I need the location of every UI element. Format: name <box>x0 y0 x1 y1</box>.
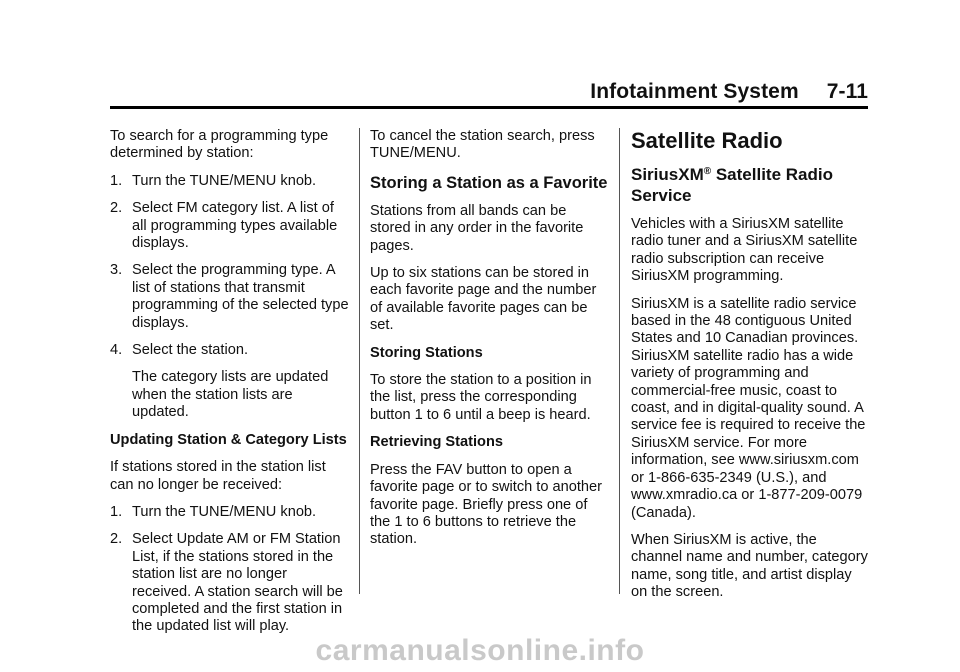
step-number: 1. <box>110 172 123 189</box>
siriusxm-paragraph-1: Vehicles with a SiriusXM satellite radio tuner and a SiriusXM satellite radio subscription can receive SiriusXM programming. <box>631 216 858 285</box>
step-text: Select the programming type. A list of stations that transmit programming of the selected type displays. <box>132 262 349 331</box>
step-text: Turn the TUNE/MENU knob. <box>132 503 317 520</box>
favorite-paragraph-1: Stations from all bands can be stored in any order in the favorite pages. <box>370 202 584 254</box>
favorite-paragraph-2: Up to six stations can be stored in each favorite page and the number of available favorite pages can be set. <box>370 265 597 334</box>
header-rule <box>110 106 868 109</box>
column-2 <box>370 128 610 559</box>
registered-mark: ® <box>703 166 712 177</box>
favorite-heading: Storing a Station as a Favorite <box>370 173 608 192</box>
retrieving-heading: Retrieving Stations <box>370 434 503 451</box>
column-1 <box>110 128 350 646</box>
cancel-text: To cancel the station search, press TUNE/MENU. <box>370 128 595 162</box>
step-number: 4. <box>110 342 123 359</box>
column-3 <box>631 128 871 612</box>
storing-text: To store the station to a position in the list, press the corresponding button 1 to 6 until a beep is heard. <box>370 372 592 423</box>
watermark: carmanualsonline.info <box>315 634 645 667</box>
column-divider-1 <box>359 128 360 594</box>
step-number: 3. <box>110 262 123 279</box>
search-intro: To search for a programming type determined by station: <box>110 128 329 162</box>
update-heading: Updating Station & Category Lists <box>110 431 347 448</box>
list-item <box>110 262 350 332</box>
step-text: Turn the TUNE/MENU knob. <box>132 172 317 189</box>
storing-heading: Storing Stations <box>370 344 483 361</box>
list-item <box>110 504 350 521</box>
list-item <box>110 173 350 190</box>
step-text: Select FM category list. A list of all programming types available displays. <box>132 200 338 252</box>
update-intro: If stations stored in the station list can no longer be received: <box>110 459 326 493</box>
siriusxm-heading <box>631 164 871 206</box>
section-title: Infotainment System <box>590 80 799 103</box>
siriusxm-heading-brand: SiriusXM <box>631 165 704 184</box>
siriusxm-paragraph-2: SiriusXM is a satellite radio service based in the 48 contiguous United States and 10 Canadian provinces. SiriusXM satellite radio has a wide variety of programming and commercial-free music, coast to coast, and in digital-quality sound. A service fee is required to receive the SiriusXM service. For more information, see www.siriusxm.com or 1-866-635-2349 (U.S.), and www.xmradio.ca or 1-877-209-0079 (Canada). <box>631 295 866 521</box>
page-number: 7-11 <box>826 80 868 103</box>
page-header <box>0 80 868 104</box>
step-text: Select the station. <box>132 342 249 359</box>
category-note: The category lists are updated when the station lists are updated. <box>132 369 329 421</box>
siriusxm-heading-rest: Satellite Radio Service <box>631 165 833 205</box>
list-item <box>110 200 350 252</box>
step-number: 2. <box>110 531 123 548</box>
retrieving-text: Press the FAV button to open a favorite page or to switch to another favorite page. Briefly press one of the 1 to 6 buttons to retrieve the station. <box>370 461 603 548</box>
siriusxm-paragraph-3: When SiriusXM is active, the channel name and number, category name, song title, and artist display on the screen. <box>631 531 868 601</box>
list-item <box>110 531 350 635</box>
satellite-radio-heading: Satellite Radio <box>631 128 783 153</box>
step-text: Select Update AM or FM Station List, if the stations stored in the station list are no longer received. A station search will be completed and the first station in the updated list will play. <box>132 531 343 635</box>
column-divider-2 <box>619 128 620 594</box>
step-number: 2. <box>110 200 123 217</box>
step-number: 1. <box>110 503 123 520</box>
list-item <box>110 342 350 359</box>
